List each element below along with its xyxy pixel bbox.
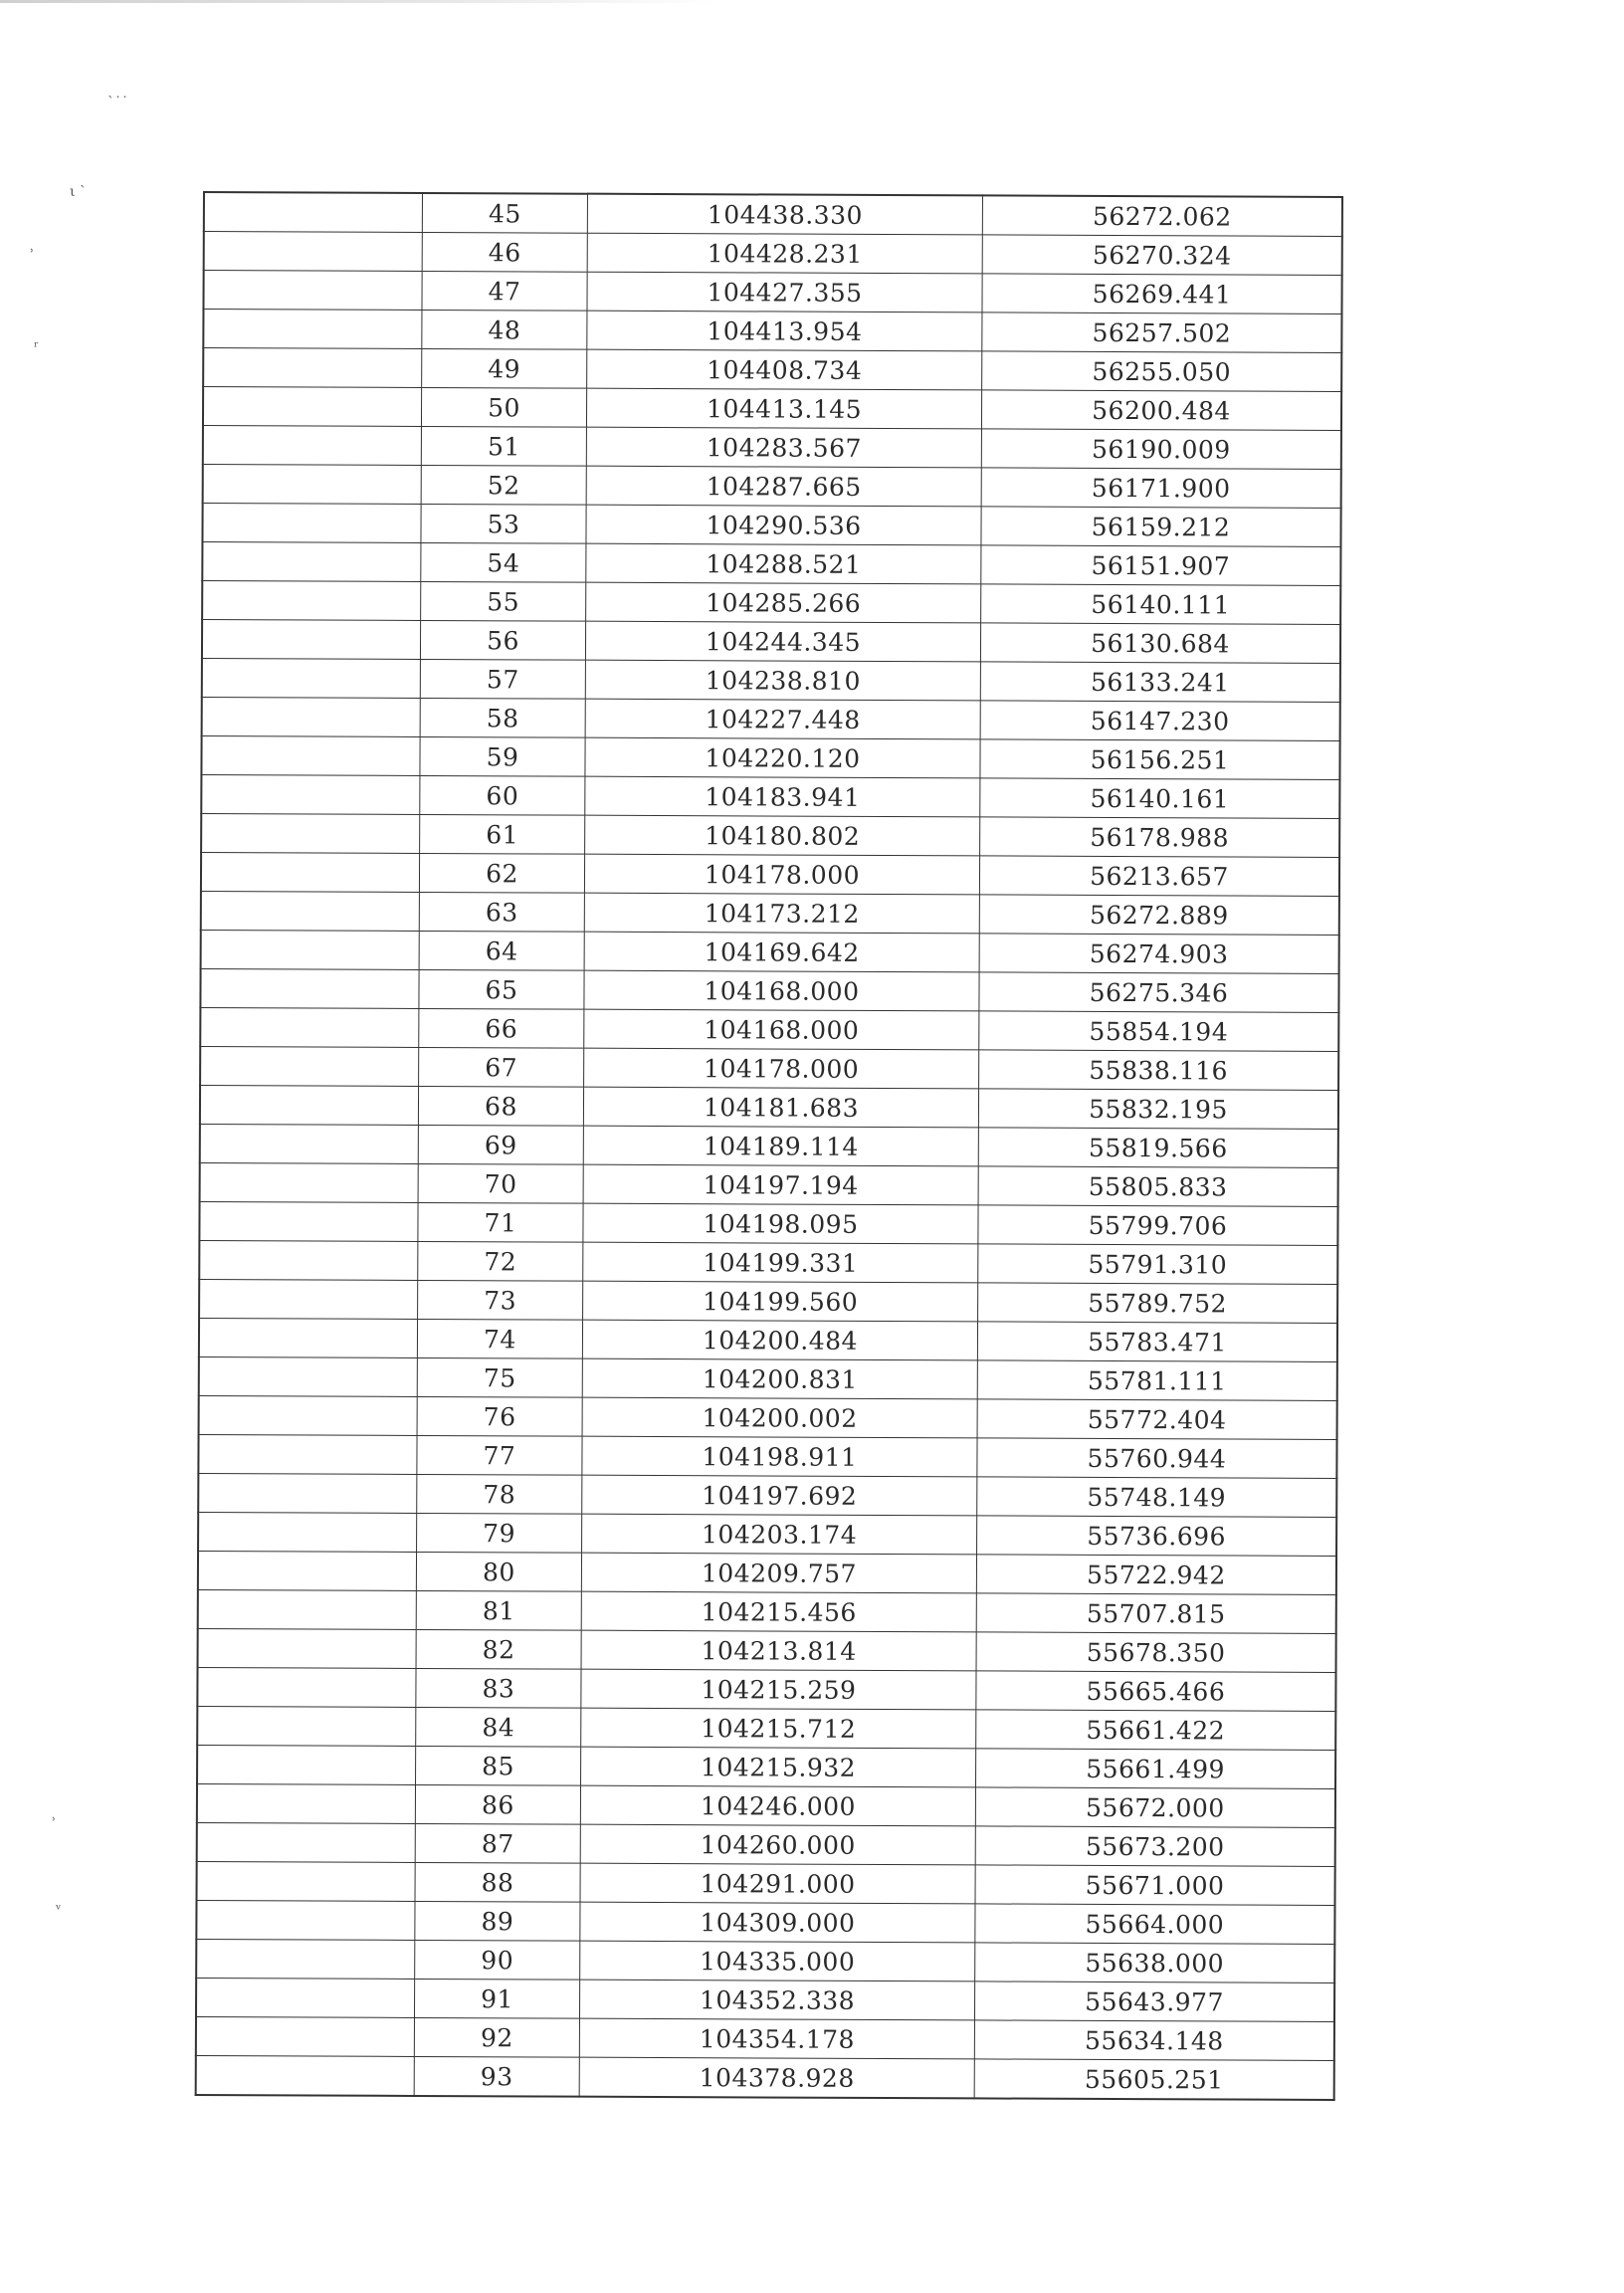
x-coordinate-cell: 104244.345 (585, 621, 980, 662)
scan-speck: ʳ (34, 339, 39, 355)
x-coordinate-cell: 104169.642 (584, 932, 979, 972)
coordinate-table-wrapper (195, 191, 1343, 2101)
y-coordinate-cell: 55673.200 (975, 1826, 1335, 1867)
table-row (196, 2055, 1334, 2099)
x-coordinate-cell: 104378.928 (579, 2057, 974, 2098)
table-row (198, 1551, 1336, 1594)
table-row (197, 1667, 1335, 1711)
x-coordinate-cell: 104209.757 (581, 1553, 976, 1593)
point-number-cell: 56 (420, 620, 585, 660)
blank-cell (197, 1861, 416, 1901)
x-coordinate-cell: 104197.692 (582, 1475, 977, 1516)
x-coordinate-cell: 104438.330 (587, 194, 982, 235)
y-coordinate-cell: 55638.000 (975, 1943, 1335, 1983)
point-number-cell: 68 (418, 1086, 583, 1126)
y-coordinate-cell: 56159.212 (981, 507, 1341, 547)
x-coordinate-cell: 104197.194 (583, 1164, 978, 1205)
table-row (203, 348, 1341, 392)
x-coordinate-cell: 104428.231 (587, 233, 982, 274)
table-row (199, 1279, 1337, 1323)
y-coordinate-cell: 56133.241 (980, 662, 1340, 703)
blank-cell (199, 1395, 418, 1435)
point-number-cell: 52 (421, 465, 586, 505)
point-number-cell: 66 (419, 1008, 584, 1048)
y-coordinate-cell: 56255.050 (982, 351, 1342, 392)
y-coordinate-cell: 55736.696 (977, 1516, 1337, 1557)
x-coordinate-cell: 104181.683 (583, 1087, 978, 1128)
blank-cell (204, 192, 423, 232)
table-row (202, 697, 1340, 740)
y-coordinate-cell: 55819.566 (978, 1128, 1338, 1168)
y-coordinate-cell: 56272.889 (979, 895, 1339, 936)
x-coordinate-cell: 104178.000 (584, 1048, 979, 1089)
blank-cell (203, 387, 422, 427)
x-coordinate-cell: 104200.484 (582, 1320, 977, 1360)
point-number-cell: 80 (416, 1552, 581, 1591)
table-row (202, 658, 1340, 702)
blank-cell (202, 542, 421, 582)
x-coordinate-cell: 104215.932 (581, 1747, 976, 1787)
table-row (199, 1240, 1337, 1284)
y-coordinate-cell: 55707.815 (976, 1593, 1336, 1634)
table-row (199, 1356, 1337, 1400)
y-coordinate-cell: 55832.195 (978, 1089, 1338, 1130)
table-row (198, 1434, 1336, 1478)
blank-cell (199, 1356, 418, 1396)
table-row (200, 1085, 1338, 1129)
blank-cell (202, 581, 421, 621)
table-row (196, 1900, 1334, 1944)
point-number-cell: 87 (415, 1823, 580, 1863)
blank-cell (198, 1512, 417, 1552)
blank-cell (197, 1745, 416, 1784)
x-coordinate-cell: 104198.911 (582, 1436, 977, 1477)
y-coordinate-cell: 56257.502 (982, 313, 1342, 353)
blank-cell (196, 1900, 415, 1940)
scan-speck: ᵛ (56, 1902, 62, 1918)
x-coordinate-cell: 104287.665 (586, 466, 981, 507)
y-coordinate-cell: 56156.251 (980, 739, 1340, 780)
blank-cell (201, 930, 420, 969)
point-number-cell: 76 (417, 1396, 582, 1436)
table-row (201, 930, 1339, 973)
table-row (200, 1046, 1338, 1090)
x-coordinate-cell: 104189.114 (583, 1126, 978, 1166)
y-coordinate-cell: 55760.944 (977, 1438, 1337, 1479)
y-coordinate-cell: 55781.111 (977, 1360, 1337, 1401)
table-row (203, 465, 1341, 509)
x-coordinate-cell: 104215.259 (581, 1669, 976, 1710)
table-row (197, 1822, 1335, 1866)
y-coordinate-cell: 56270.324 (982, 235, 1342, 276)
table-row (198, 1589, 1336, 1633)
x-coordinate-cell: 104199.560 (583, 1281, 978, 1322)
blank-cell (201, 852, 420, 892)
point-number-cell: 65 (419, 969, 584, 1009)
y-coordinate-cell: 56269.441 (982, 274, 1342, 314)
x-coordinate-cell: 104168.000 (584, 1009, 979, 1050)
x-coordinate-cell: 104178.000 (584, 854, 979, 895)
blank-cell (198, 1473, 417, 1513)
table-row (197, 1783, 1335, 1827)
y-coordinate-cell: 55772.404 (977, 1399, 1337, 1440)
point-number-cell: 84 (416, 1707, 581, 1747)
blank-cell (201, 891, 420, 931)
y-coordinate-cell: 55722.942 (976, 1555, 1336, 1595)
x-coordinate-cell: 104173.212 (584, 893, 979, 934)
y-coordinate-cell: 56151.907 (981, 545, 1341, 586)
point-number-cell: 93 (414, 2056, 579, 2096)
y-coordinate-cell: 55805.833 (978, 1166, 1338, 1207)
blank-cell (196, 2055, 415, 2095)
blank-cell (202, 620, 421, 660)
x-coordinate-cell: 104260.000 (580, 1824, 975, 1865)
point-number-cell: 89 (415, 1901, 580, 1941)
blank-cell (200, 1085, 419, 1125)
blank-cell (199, 1318, 418, 1357)
point-number-cell: 79 (417, 1513, 582, 1553)
point-number-cell: 83 (416, 1668, 581, 1708)
y-coordinate-cell: 55661.422 (976, 1710, 1336, 1751)
y-coordinate-cell: 56272.062 (982, 195, 1342, 236)
x-coordinate-cell: 104309.000 (580, 1902, 975, 1943)
blank-cell (197, 1822, 416, 1862)
x-coordinate-cell: 104215.712 (581, 1708, 976, 1749)
y-coordinate-cell: 55783.471 (977, 1322, 1337, 1362)
y-coordinate-cell: 56130.684 (980, 623, 1340, 664)
y-coordinate-cell: 56275.346 (979, 972, 1339, 1013)
blank-cell (203, 348, 422, 388)
point-number-cell: 55 (421, 581, 586, 621)
y-coordinate-cell: 55854.194 (979, 1011, 1339, 1052)
blank-cell (196, 1978, 415, 2017)
table-row (201, 891, 1339, 935)
scan-edge-artifact (0, 0, 716, 3)
y-coordinate-cell: 55791.310 (978, 1244, 1338, 1285)
table-row (198, 1628, 1336, 1672)
point-number-cell: 51 (421, 426, 586, 466)
point-number-cell: 92 (414, 2017, 579, 2057)
coordinate-table-body (196, 192, 1342, 2100)
point-number-cell: 64 (419, 931, 584, 970)
blank-cell (200, 1162, 419, 1202)
y-coordinate-cell: 56178.988 (980, 817, 1340, 858)
x-coordinate-cell: 104354.178 (579, 2018, 974, 2059)
y-coordinate-cell: 55664.000 (975, 1904, 1335, 1945)
x-coordinate-cell: 104413.954 (587, 311, 982, 351)
point-number-cell: 62 (419, 853, 584, 893)
blank-cell (200, 1046, 419, 1086)
x-coordinate-cell: 104198.095 (583, 1203, 978, 1244)
x-coordinate-cell: 104408.734 (587, 349, 982, 390)
x-coordinate-cell: 104168.000 (584, 970, 979, 1011)
point-number-cell: 70 (418, 1163, 583, 1203)
point-number-cell: 74 (417, 1319, 582, 1358)
table-row (203, 271, 1341, 314)
y-coordinate-cell: 55838.116 (979, 1050, 1339, 1091)
y-coordinate-cell: 56147.230 (980, 701, 1340, 741)
blank-cell (197, 1667, 416, 1707)
point-number-cell: 78 (417, 1474, 582, 1514)
point-number-cell: 57 (420, 659, 585, 699)
table-row (200, 1162, 1338, 1206)
scan-speck: ˒ (52, 1812, 57, 1828)
x-coordinate-cell: 104220.120 (585, 737, 980, 778)
blank-cell (199, 1279, 418, 1319)
point-number-cell: 61 (420, 814, 585, 854)
table-row (201, 774, 1339, 818)
x-coordinate-cell: 104238.810 (585, 660, 980, 701)
table-row (202, 620, 1340, 664)
blank-cell (203, 310, 422, 349)
table-row (202, 581, 1340, 625)
y-coordinate-cell: 55661.499 (976, 1749, 1336, 1789)
table-row (199, 1395, 1337, 1439)
point-number-cell: 72 (418, 1241, 583, 1281)
x-coordinate-cell: 104335.000 (580, 1941, 975, 1981)
x-coordinate-cell: 104213.814 (581, 1630, 976, 1671)
x-coordinate-cell: 104283.567 (586, 427, 981, 468)
blank-cell (202, 697, 421, 736)
table-row (204, 232, 1342, 276)
y-coordinate-cell: 56140.161 (980, 778, 1340, 819)
point-number-cell: 47 (422, 271, 587, 311)
point-number-cell: 63 (419, 892, 584, 932)
table-row (203, 310, 1341, 353)
y-coordinate-cell: 55634.148 (974, 2020, 1334, 2061)
table-row (201, 735, 1339, 779)
point-number-cell: 81 (416, 1590, 581, 1630)
table-row (203, 387, 1341, 431)
table-row (203, 426, 1341, 470)
x-coordinate-cell: 104199.331 (583, 1242, 978, 1283)
point-number-cell: 49 (422, 348, 587, 388)
blank-cell (197, 1783, 416, 1823)
blank-cell (198, 1434, 417, 1474)
blank-cell (201, 735, 420, 775)
table-row (200, 1124, 1338, 1167)
point-number-cell: 50 (421, 387, 586, 427)
point-number-cell: 45 (422, 193, 587, 233)
point-number-cell: 82 (416, 1629, 581, 1669)
x-coordinate-cell: 104288.521 (586, 543, 981, 584)
blank-cell (204, 232, 423, 272)
y-coordinate-cell: 56140.111 (981, 584, 1341, 625)
table-row (201, 813, 1339, 857)
x-coordinate-cell: 104246.000 (580, 1785, 975, 1826)
x-coordinate-cell: 104291.000 (580, 1863, 975, 1904)
x-coordinate-cell: 104203.174 (582, 1514, 977, 1555)
x-coordinate-cell: 104413.145 (586, 388, 981, 429)
point-number-cell: 71 (418, 1202, 583, 1242)
point-number-cell: 77 (417, 1435, 582, 1475)
point-number-cell: 75 (417, 1357, 582, 1397)
point-number-cell: 59 (420, 736, 585, 776)
point-number-cell: 91 (414, 1979, 579, 2018)
point-number-cell: 85 (416, 1746, 581, 1785)
blank-cell (196, 1939, 415, 1979)
point-number-cell: 58 (420, 698, 585, 737)
scan-speck: `˙˙ (107, 95, 128, 110)
y-coordinate-cell: 55643.977 (974, 1981, 1334, 2022)
y-coordinate-cell: 55799.706 (978, 1205, 1338, 1246)
point-number-cell: 73 (418, 1280, 583, 1320)
table-row (199, 1201, 1337, 1245)
y-coordinate-cell: 55678.350 (976, 1632, 1336, 1673)
table-row (204, 192, 1342, 236)
y-coordinate-cell: 56171.900 (981, 468, 1341, 509)
y-coordinate-cell: 55748.149 (977, 1477, 1337, 1518)
table-row (199, 1318, 1337, 1361)
blank-cell (203, 465, 422, 505)
table-row (196, 1978, 1334, 2021)
x-coordinate-cell: 104180.802 (585, 815, 980, 856)
y-coordinate-cell: 55672.000 (975, 1787, 1335, 1828)
table-row (196, 1939, 1334, 1982)
y-coordinate-cell: 55671.000 (975, 1865, 1335, 1906)
scan-speck: ι ˋ (70, 184, 87, 200)
y-coordinate-cell: 56190.009 (981, 429, 1341, 470)
blank-cell (202, 658, 421, 698)
blank-cell (198, 1551, 417, 1590)
y-coordinate-cell: 56213.657 (979, 856, 1339, 897)
blank-cell (202, 504, 421, 543)
y-coordinate-cell: 56200.484 (981, 390, 1341, 431)
point-number-cell: 67 (419, 1047, 584, 1087)
point-number-cell: 53 (421, 504, 586, 543)
x-coordinate-cell: 104200.002 (582, 1397, 977, 1438)
blank-cell (198, 1589, 417, 1629)
point-number-cell: 60 (420, 775, 585, 815)
table-row (197, 1745, 1335, 1788)
table-row (198, 1512, 1336, 1556)
x-coordinate-cell: 104352.338 (579, 1980, 974, 2020)
blank-cell (201, 774, 420, 814)
point-number-cell: 69 (418, 1125, 583, 1164)
blank-cell (200, 968, 419, 1008)
table-row (197, 1706, 1335, 1750)
blank-cell (197, 1706, 416, 1746)
table-row (202, 504, 1340, 547)
y-coordinate-cell: 55789.752 (978, 1283, 1338, 1324)
blank-cell (199, 1201, 418, 1241)
table-row (201, 852, 1339, 896)
point-number-cell: 88 (415, 1862, 580, 1902)
table-row (197, 1861, 1335, 1905)
x-coordinate-cell: 104290.536 (586, 505, 981, 545)
x-coordinate-cell: 104200.831 (582, 1358, 977, 1399)
blank-cell (196, 2016, 415, 2056)
blank-cell (200, 1007, 419, 1047)
blank-cell (198, 1628, 417, 1668)
x-coordinate-cell: 104285.266 (586, 582, 981, 623)
y-coordinate-cell: 55605.251 (974, 2059, 1334, 2100)
y-coordinate-cell: 56274.903 (979, 934, 1339, 974)
blank-cell (201, 813, 420, 853)
point-number-cell: 48 (422, 310, 587, 349)
x-coordinate-cell: 104215.456 (581, 1591, 976, 1632)
point-number-cell: 86 (415, 1784, 580, 1824)
scan-speck: ˒ (30, 244, 35, 260)
x-coordinate-cell: 104183.941 (585, 776, 980, 817)
table-row (202, 542, 1340, 586)
table-row (196, 2016, 1334, 2060)
point-number-cell: 90 (415, 1940, 580, 1980)
point-number-cell: 46 (422, 232, 587, 272)
table-row (198, 1473, 1336, 1517)
y-coordinate-cell: 55665.466 (976, 1671, 1336, 1712)
blank-cell (203, 426, 422, 466)
blank-cell (203, 271, 422, 311)
blank-cell (200, 1124, 419, 1163)
point-number-cell: 54 (421, 542, 586, 582)
table-row (200, 968, 1338, 1012)
x-coordinate-cell: 104427.355 (587, 272, 982, 313)
coordinate-table (195, 191, 1343, 2101)
x-coordinate-cell: 104227.448 (585, 699, 980, 739)
blank-cell (199, 1240, 418, 1280)
table-row (200, 1007, 1338, 1051)
